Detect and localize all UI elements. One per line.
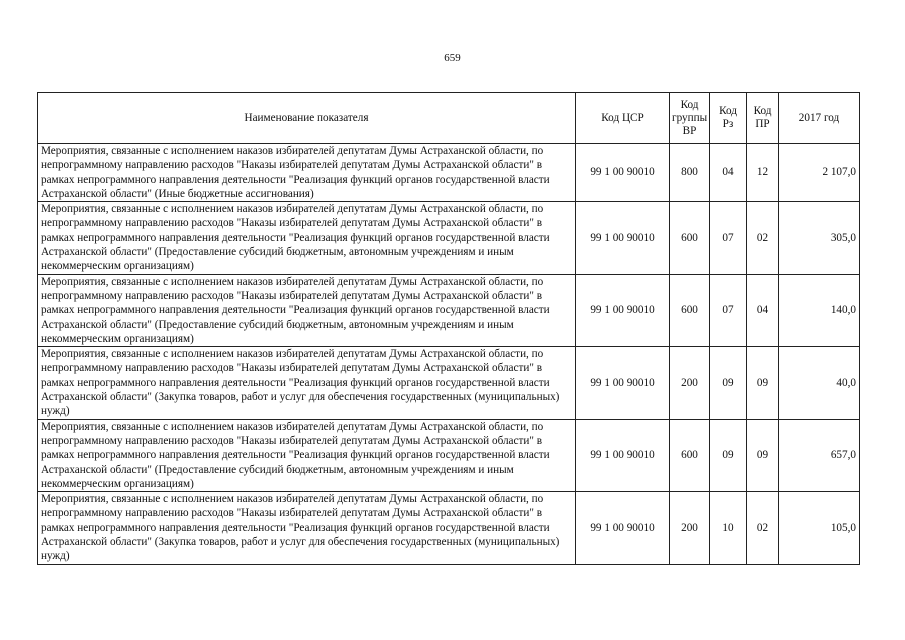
table-row <box>38 419 860 491</box>
header-rz-code: Код Рз <box>710 93 747 144</box>
row-rz-code: 09 <box>710 347 747 419</box>
header-pr-code: Код ПР <box>747 93 779 144</box>
row-rz-code: 04 <box>710 144 747 202</box>
row-vr-code: 600 <box>670 202 710 274</box>
row-pr-code: 02 <box>747 492 779 564</box>
row-vr-code: 800 <box>670 144 710 202</box>
row-pr-code: 04 <box>747 274 779 346</box>
row-csr-code: 99 1 00 90010 <box>576 347 670 419</box>
row-amount: 105,0 <box>779 492 860 564</box>
row-vr-code: 600 <box>670 274 710 346</box>
row-pr-code: 02 <box>747 202 779 274</box>
row-vr-code: 200 <box>670 347 710 419</box>
row-vr-code: 600 <box>670 419 710 491</box>
row-csr-code: 99 1 00 90010 <box>576 202 670 274</box>
row-name: Мероприятия, связанные с исполнением наказов избирателей депутатам Думы Астраханской области, по непрограммному направлению расходов "Наказы избирателей депутатам Думы Астраханской области" в рамках непрограммного направления деятельности "Реализация функций органов государственной власти Астраханской области" (Закупка товаров, работ и услуг для обеспечения государственных (муниципальных) нужд) <box>38 347 576 419</box>
row-name: Мероприятия, связанные с исполнением наказов избирателей депутатам Думы Астраханской области, по непрограммному направлению расходов "Наказы избирателей депутатам Думы Астраханской области" в рамках непрограммного направления деятельности "Реализация функций органов государственной власти Астраханской области" (Предоставление субсидий бюджетным, автономным учреждениям и иным некоммерческим организациям) <box>38 202 576 274</box>
row-csr-code: 99 1 00 90010 <box>576 419 670 491</box>
row-amount: 2 107,0 <box>779 144 860 202</box>
budget-table <box>37 92 860 565</box>
row-rz-code: 07 <box>710 202 747 274</box>
table-row <box>38 274 860 346</box>
row-amount: 40,0 <box>779 347 860 419</box>
header-vr-code: Код группы ВР <box>670 93 710 144</box>
row-name: Мероприятия, связанные с исполнением наказов избирателей депутатам Думы Астраханской области, по непрограммному направлению расходов "Наказы избирателей депутатам Думы Астраханской области" в рамках непрограммного направления деятельности "Реализация функций органов государственной власти Астраханской области" (Предоставление субсидий бюджетным, автономным учреждениям и иным некоммерческим организациям) <box>38 274 576 346</box>
row-csr-code: 99 1 00 90010 <box>576 144 670 202</box>
row-rz-code: 07 <box>710 274 747 346</box>
table-header-row <box>38 93 860 144</box>
row-name: Мероприятия, связанные с исполнением наказов избирателей депутатам Думы Астраханской области, по непрограммному направлению расходов "Наказы избирателей депутатам Думы Астраханской области" в рамках непрограммного направления деятельности "Реализация функций органов государственной власти Астраханской области" (Иные бюджетные ассигнования) <box>38 144 576 202</box>
table-row <box>38 492 860 564</box>
row-amount: 305,0 <box>779 202 860 274</box>
row-rz-code: 10 <box>710 492 747 564</box>
table-row <box>38 144 860 202</box>
table-row <box>38 202 860 274</box>
table-row <box>38 347 860 419</box>
row-pr-code: 09 <box>747 347 779 419</box>
page-number: 659 <box>444 52 461 64</box>
row-pr-code: 12 <box>747 144 779 202</box>
row-csr-code: 99 1 00 90010 <box>576 492 670 564</box>
header-csr-code: Код ЦСР <box>576 93 670 144</box>
header-name: Наименование показателя <box>38 93 576 144</box>
row-csr-code: 99 1 00 90010 <box>576 274 670 346</box>
row-amount: 140,0 <box>779 274 860 346</box>
row-rz-code: 09 <box>710 419 747 491</box>
row-vr-code: 200 <box>670 492 710 564</box>
row-amount: 657,0 <box>779 419 860 491</box>
header-year: 2017 год <box>779 93 860 144</box>
row-name: Мероприятия, связанные с исполнением наказов избирателей депутатам Думы Астраханской области, по непрограммному направлению расходов "Наказы избирателей депутатам Думы Астраханской области" в рамках непрограммного направления деятельности "Реализация функций органов государственной власти Астраханской области" (Предоставление субсидий бюджетным, автономным учреждениям и иным некоммерческим организациям) <box>38 419 576 491</box>
row-name: Мероприятия, связанные с исполнением наказов избирателей депутатам Думы Астраханской области, по непрограммному направлению расходов "Наказы избирателей депутатам Думы Астраханской области" в рамках непрограммного направления деятельности "Реализация функций органов государственной власти Астраханской области" (Закупка товаров, работ и услуг для обеспечения государственных (муниципальных) нужд) <box>38 492 576 564</box>
row-pr-code: 09 <box>747 419 779 491</box>
